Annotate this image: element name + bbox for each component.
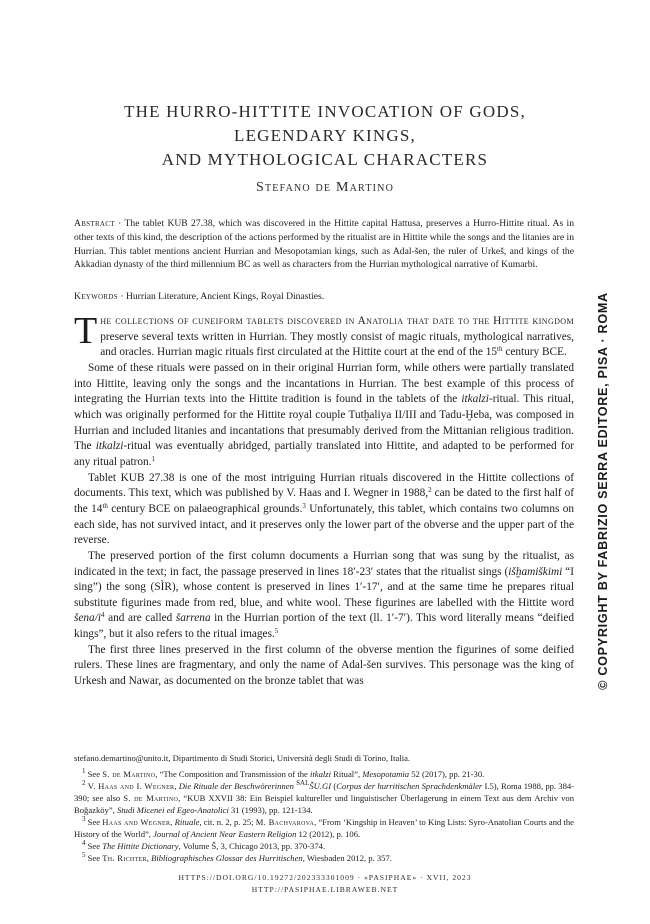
footnote-italic: Die Rituale der Beschwörerinnen	[178, 781, 297, 791]
footnote-text: , “KUB XXVII 38: Ein Beispiel kultureller und linguistischer Überlagerung in einem Text aus dem Archiv von Boğazköy”,	[74, 793, 574, 815]
footnotes	[74, 752, 574, 864]
footnote-ref-1[interactable]: 1	[151, 454, 155, 463]
footnote-italic: ŠU.GI	[309, 781, 332, 791]
footnote-author: M. Bachvarova	[255, 817, 315, 827]
footnote-text: (	[331, 781, 337, 791]
paragraph-text: preserve several texts written in Hurrian. They mostly consist of magic rituals, mythological narratives, and oracles. Hurrian magic rituals first circulated at the Hittite court at the end of the 15	[100, 330, 574, 359]
footnote-text: See	[85, 841, 103, 851]
title-line-2: LEGENDARY KINGS,	[234, 126, 416, 145]
paragraph-2	[74, 361, 574, 471]
footnote-italic: The Hittite Dictionary	[102, 841, 179, 851]
paragraph-text: Unfortunately, this tablet, which contains two columns on each side, has not survived intact, and it preserves only the lower part of the obverse and the upper part of the reverse.	[74, 502, 574, 547]
article-body	[74, 310, 574, 690]
paragraph-text: “I sing”) the song (SÌR), whose content is preserved in lines 1′-17′, and at the same time he prepares ritual substitute figurines made from red, blue, and white wool. These figurines are labelled with the Hittite word	[74, 565, 574, 609]
paragraph-text: -ritual was eventually abridged, partially translated into Hittite, and adapted to be performed for any ritual patron.	[74, 440, 574, 468]
italic-term: itkalzi	[95, 440, 124, 453]
author-name: Stefano de Martino	[255, 180, 395, 195]
superscript: th	[102, 501, 108, 510]
doi-footer	[0, 872, 650, 896]
abstract	[74, 217, 574, 272]
paragraph-5: The first three lines preserved in the first column of the obverse mention the figurines of some deified rulers. These lines are fragmentary, and only the name of Adal-šen survives. This personage was the king of Urkesh and Nawar, as documented on the bronze tablet that was	[74, 643, 574, 688]
footnote-ref-4[interactable]: 4	[101, 611, 105, 620]
footnote-author: Th. Richter	[102, 853, 147, 863]
footnote-text: ,	[174, 781, 179, 791]
italic-term: šarrena	[175, 612, 211, 625]
paragraph-text: century BCE on palaeographical grounds.	[107, 502, 303, 515]
abstract-text: · The tablet KUB 27.38, which was discovered in the Hittite capital Hattusa, preserves a Hurro-Hittite ritual. As in other texts of this kind, the description of the actions performed by the ritualist are in Hittite while the songs and the litanies are in Hurrian. This tablet mentions ancient Hurrian and Mesopotamian kings, such as Adal-šen, the ruler of Urkeš, and kings of the Akkadian dynasty of the third millennium BC as well as characters from the Hurrian mythological narrative of Kumarbi.	[74, 218, 574, 271]
paragraph-text: century BCE.	[502, 346, 567, 359]
copyright-text: © COPYRIGHT BY FABRIZIO SERRA EDITORE, PISA · ROMA	[596, 292, 610, 690]
footnote-italic: Rituale	[174, 817, 200, 827]
footnote-text: ,	[146, 853, 152, 863]
keywords-text: · Hurrian Literature, Ancient Kings, Royal Dinasties.	[117, 291, 325, 302]
footnote-text: ,	[170, 817, 175, 827]
footnote-text: , cit. n. 2, p. 25;	[199, 817, 256, 827]
title-line-3: AND MYTHOLOGICAL CHARACTERS	[161, 150, 489, 169]
footnote-5	[74, 852, 574, 864]
footnote-italic: Mesopotamia	[362, 769, 410, 779]
footnote-3	[74, 816, 574, 840]
article-title	[0, 100, 650, 172]
footnote-text: See	[85, 769, 103, 779]
footnote-italic: Bibliographisches Glossar des Hurritischen	[151, 853, 303, 863]
footnote-2	[74, 780, 574, 816]
footnote-number: 3	[82, 815, 86, 823]
footnote-text: See	[85, 817, 103, 827]
doi-link[interactable]: HTTPS://DOI.ORG/10.19272/202333301009 · «PASIPHAE» · XVII, 2023	[178, 873, 472, 882]
title-line-1: THE HURRO-HITTITE INVOCATION OF GODS,	[124, 102, 526, 121]
footnote-author: S. de Martino	[102, 769, 156, 779]
footnote-number: 1	[82, 767, 86, 775]
paragraph-text: -ritual. This ritual, which was originally performed for the Hittite royal couple Tutḫaliya II/III and Tadu-Ḫeba, was composed in Hurrian and included litanies and incantations that presumably derived from the Mittanian religious tradition. The	[74, 393, 574, 453]
keywords	[74, 290, 574, 303]
paragraph-text: can be dated to the first half of the 14	[74, 487, 574, 515]
footnote-text: I.5), Roma 1988, pp. 384-390; see also	[74, 781, 575, 803]
paragraph-1	[74, 310, 574, 361]
footnote-text: 52 (2017), pp. 21-30.	[409, 769, 485, 779]
footnote-author: Haas and Wegner	[102, 817, 171, 827]
keywords-label: Keywords	[74, 291, 118, 302]
footnote-italic: itkalzi	[309, 769, 331, 779]
footnote-ref-3[interactable]: 3	[302, 501, 306, 510]
lead-in: he collections of cuneiform tablets discovered in Anatolia that date to the Hittite kingdom	[100, 315, 574, 327]
author-affiliation: stefano.demartino@unito.it, Dipartimento di Studi Storici, Università degli Studi di Torino, Italia.	[74, 753, 411, 763]
paragraph-text: and are called	[104, 612, 176, 625]
footnote-author: V. Haas and I. Wegner	[87, 781, 175, 791]
italic-term: išḫamiškimi	[508, 565, 563, 578]
paragraph-4	[74, 549, 574, 643]
footnote-text: , “The Composition and Transmission of the	[155, 769, 310, 779]
abstract-label: Abstract	[74, 218, 115, 229]
paragraph-text: Tablet KUB 27.38 is one of the most intriguing Hurrian rituals discovered in the Hittite collections of documents. This text, which was published by V. Haas and I. Wegner in 1988,	[74, 471, 574, 500]
footnote-author: S. de Martino	[123, 793, 179, 803]
footnote-number: 2	[82, 779, 86, 787]
footnote-text: Ritual”,	[331, 769, 363, 779]
footnote-italic: Studi Micenei ed Egeo-Anatolici	[116, 805, 229, 815]
italic-term: šena/i	[74, 612, 101, 625]
superscript: SAL	[296, 779, 310, 787]
footnote-ref-5[interactable]: 5	[274, 627, 279, 636]
journal-url[interactable]: HTTP://PASIPHAE.LIBRAWEB.NET	[251, 885, 399, 894]
footnote-1	[74, 768, 574, 780]
footnote-text: , Volume Š, 3, Chicago 2013, pp. 370-374.	[178, 841, 326, 851]
footnote-text: , Wiesbaden 2012, p. 357.	[302, 853, 392, 863]
footnote-italic: Corpus der hurritischen Sprachdenkmäler	[336, 781, 483, 791]
copyright-notice	[593, 292, 613, 690]
footnote-text: 31 (1993), pp. 121-134.	[228, 805, 313, 815]
drop-cap: T	[74, 310, 98, 352]
paragraph-text: in the Hurrian portion of the text (ll. 1′-7′). This word literally means “deified kings”, but it also refers to the ritual images.	[74, 612, 574, 641]
paragraph-text: The preserved portion of the first column documents a Hurrian song that was sung by the ritualist, as indicated in the text; in fact, the passage preserved in lines 18′-23′ states that the ritualist sings (	[74, 549, 574, 578]
footnote-italic: Journal of Ancient Near Eastern Religion	[153, 829, 297, 839]
footnote-number: 5	[82, 851, 86, 859]
paragraph-3	[74, 471, 574, 549]
footnote-4	[74, 840, 574, 852]
superscript: th	[497, 345, 503, 354]
italic-term: itkalzi	[461, 393, 489, 406]
footnote-text: , “From ‘Kingship in Heaven’ to King Lists: Syro-Anatolian Courts and the History of the World”,	[74, 817, 574, 839]
footnote-text: See	[85, 853, 103, 863]
footnote-text: 12 (2012), p. 106.	[296, 829, 361, 839]
paragraph-text: Some of these rituals were passed on in their original Hurrian form, while others were partially translated into Hittite, leaving only the songs and the incantations in Hurrian. The best example of this process of integrating the Hurrian texts into the Hittite tradition is found in the tablets of the	[74, 361, 574, 406]
footnote-number: 4	[82, 839, 86, 847]
footnote-ref-2[interactable]: 2	[428, 486, 432, 495]
